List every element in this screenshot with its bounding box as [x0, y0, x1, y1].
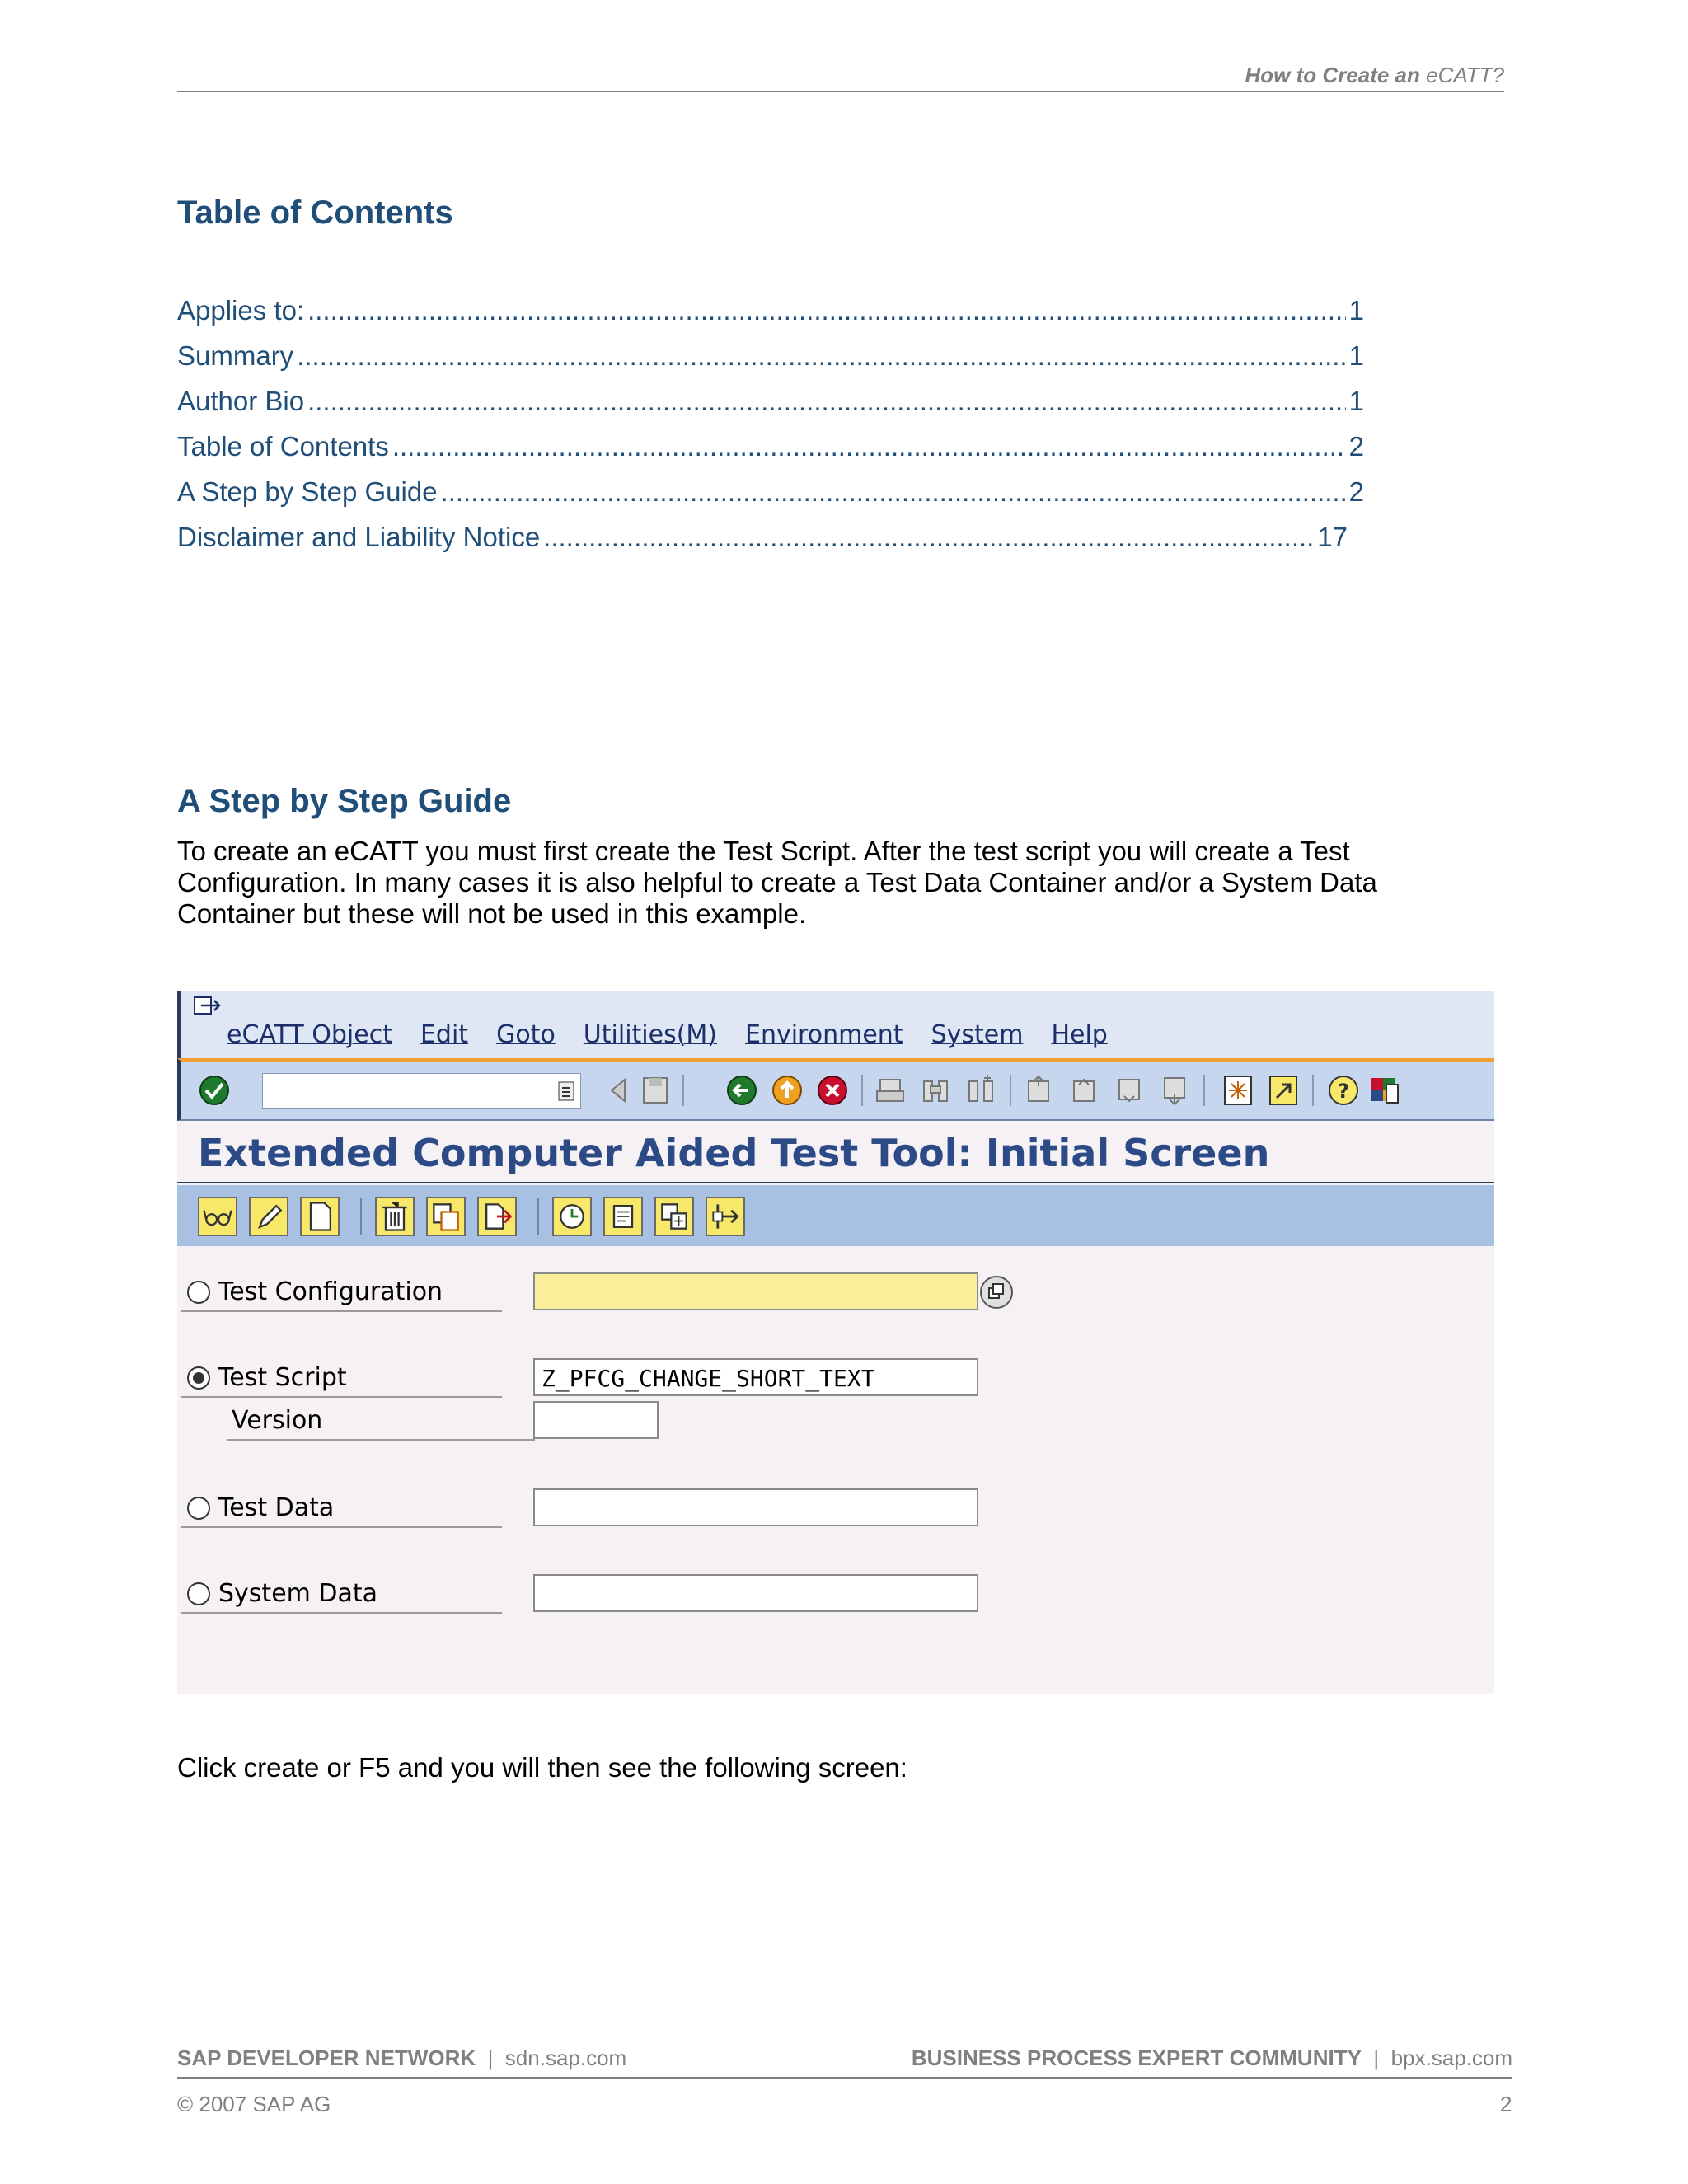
label-test-data: Test Data — [218, 1493, 335, 1522]
last-page-icon[interactable] — [1158, 1073, 1191, 1108]
input-system-data[interactable] — [533, 1574, 978, 1612]
menu-ecatt-object[interactable]: eCATT Object — [227, 1020, 392, 1049]
toc-title: Table of Contents — [177, 194, 453, 231]
footer — [177, 2041, 1512, 2079]
help-icon[interactable] — [1327, 1073, 1360, 1108]
guide-intro: To create an eCATT you must first create the Test Script. After the test script you will create a Test Configuration. In many cases it is also helpful to create a Test Data Container and/or a System Data Container but these will not be used in this example. — [177, 836, 1377, 929]
row-test-script — [177, 1358, 1084, 1399]
radio-system-data[interactable] — [187, 1582, 210, 1605]
rename-icon — [479, 1198, 515, 1235]
toc-entry[interactable]: Table of Contents ..... 2 — [177, 431, 1364, 476]
footer-right: BUSINESS PROCESS EXPERT COMMUNITY | bpx.sap.com — [911, 2046, 1512, 2070]
back-green-icon[interactable] — [725, 1073, 758, 1108]
menu-bar — [177, 991, 1494, 1058]
menu-items — [227, 1020, 1108, 1049]
print-icon[interactable] — [874, 1073, 907, 1108]
next-page-icon[interactable] — [1113, 1073, 1146, 1108]
menu-toggle-icon[interactable] — [193, 996, 221, 1017]
value-help-icon[interactable] — [978, 1274, 1015, 1310]
cancel-icon[interactable] — [816, 1073, 849, 1108]
new-document-icon — [302, 1198, 338, 1235]
transport-arrows-icon — [707, 1198, 743, 1235]
copyright: © 2007 SAP AG — [177, 2092, 331, 2116]
trash-icon — [377, 1198, 413, 1235]
transport-button[interactable] — [706, 1197, 745, 1236]
input-version[interactable] — [533, 1401, 659, 1439]
label-test-configuration: Test Configuration — [218, 1277, 443, 1306]
toc-list — [177, 295, 1364, 567]
enter-checkmark-icon[interactable] — [198, 1073, 231, 1108]
first-page-icon[interactable] — [1022, 1073, 1055, 1108]
header-text: How to Create an eCATT? — [1245, 63, 1504, 87]
sap-screenshot — [177, 991, 1494, 1694]
find-next-icon[interactable] — [964, 1073, 997, 1108]
toc-entry[interactable]: Disclaimer and Liability Notice ..... 17 — [177, 522, 1364, 567]
exit-icon[interactable] — [771, 1073, 804, 1108]
create-button[interactable] — [300, 1197, 340, 1236]
application-toolbar — [177, 1185, 1494, 1246]
shortcut-icon[interactable] — [1267, 1073, 1300, 1108]
create-session-icon[interactable] — [1221, 1073, 1254, 1108]
command-history-icon[interactable] — [557, 1080, 575, 1102]
delete-button[interactable] — [375, 1197, 415, 1236]
radio-test-script[interactable] — [187, 1366, 210, 1390]
compare-button[interactable] — [654, 1197, 694, 1236]
pencil-icon — [251, 1198, 287, 1235]
copy-icon — [428, 1198, 464, 1235]
back-arrow-icon[interactable] — [602, 1073, 635, 1108]
input-test-script[interactable]: Z_PFCG_CHANGE_SHORT_TEXT — [533, 1358, 978, 1396]
row-test-configuration — [177, 1272, 1084, 1314]
after-text: Click create or F5 and you will then see the following screen: — [177, 1752, 907, 1783]
label-test-script: Test Script — [218, 1363, 347, 1392]
scroll-log-icon — [605, 1198, 641, 1235]
log-button[interactable] — [603, 1197, 643, 1236]
change-button[interactable] — [249, 1197, 288, 1236]
find-icon[interactable] — [919, 1073, 952, 1108]
toc-entry[interactable]: Author Bio ..... 1 — [177, 386, 1364, 431]
layout-menu-icon[interactable] — [1368, 1073, 1401, 1108]
footer-left: SAP DEVELOPER NETWORK | sdn.sap.com — [177, 2046, 627, 2070]
menu-system[interactable]: System — [931, 1020, 1024, 1049]
display-button[interactable] — [198, 1197, 237, 1236]
row-test-data — [177, 1488, 1084, 1530]
menu-utilities[interactable]: Utilities(M) — [583, 1020, 717, 1049]
running-header — [177, 59, 1504, 92]
menu-environment[interactable]: Environment — [745, 1020, 903, 1049]
svg-text:?: ? — [1338, 1080, 1349, 1103]
execute-button[interactable] — [552, 1197, 592, 1236]
input-test-data[interactable] — [533, 1488, 978, 1526]
page-number: 2 — [1500, 2092, 1512, 2116]
guide-title: A Step by Step Guide — [177, 783, 512, 819]
command-field[interactable] — [262, 1073, 581, 1109]
radio-test-configuration[interactable] — [187, 1281, 210, 1304]
label-system-data: System Data — [218, 1579, 378, 1608]
menu-help[interactable]: Help — [1051, 1020, 1108, 1049]
radio-test-data[interactable] — [187, 1497, 210, 1520]
screen-title: Extended Computer Aided Test Tool: Initial Screen — [198, 1131, 1270, 1175]
menu-edit[interactable]: Edit — [420, 1020, 469, 1049]
clock-execute-icon — [554, 1198, 590, 1235]
toc-entry[interactable]: Applies to: ..... 1 — [177, 295, 1364, 340]
row-system-data — [177, 1574, 1084, 1615]
label-version: Version — [232, 1406, 323, 1435]
glasses-icon — [199, 1198, 236, 1235]
copy-button[interactable] — [426, 1197, 466, 1236]
toc-entry[interactable]: Summary ..... 1 — [177, 340, 1364, 386]
save-icon[interactable] — [639, 1073, 672, 1108]
previous-page-icon[interactable] — [1067, 1073, 1100, 1108]
rename-button[interactable] — [477, 1197, 517, 1236]
menu-goto[interactable]: Goto — [496, 1020, 556, 1049]
toc-entry[interactable]: A Step by Step Guide ..... 2 — [177, 476, 1364, 522]
row-version — [177, 1401, 1084, 1442]
compare-icon — [656, 1198, 692, 1235]
input-test-configuration[interactable] — [533, 1272, 978, 1310]
system-toolbar — [177, 1058, 1494, 1121]
